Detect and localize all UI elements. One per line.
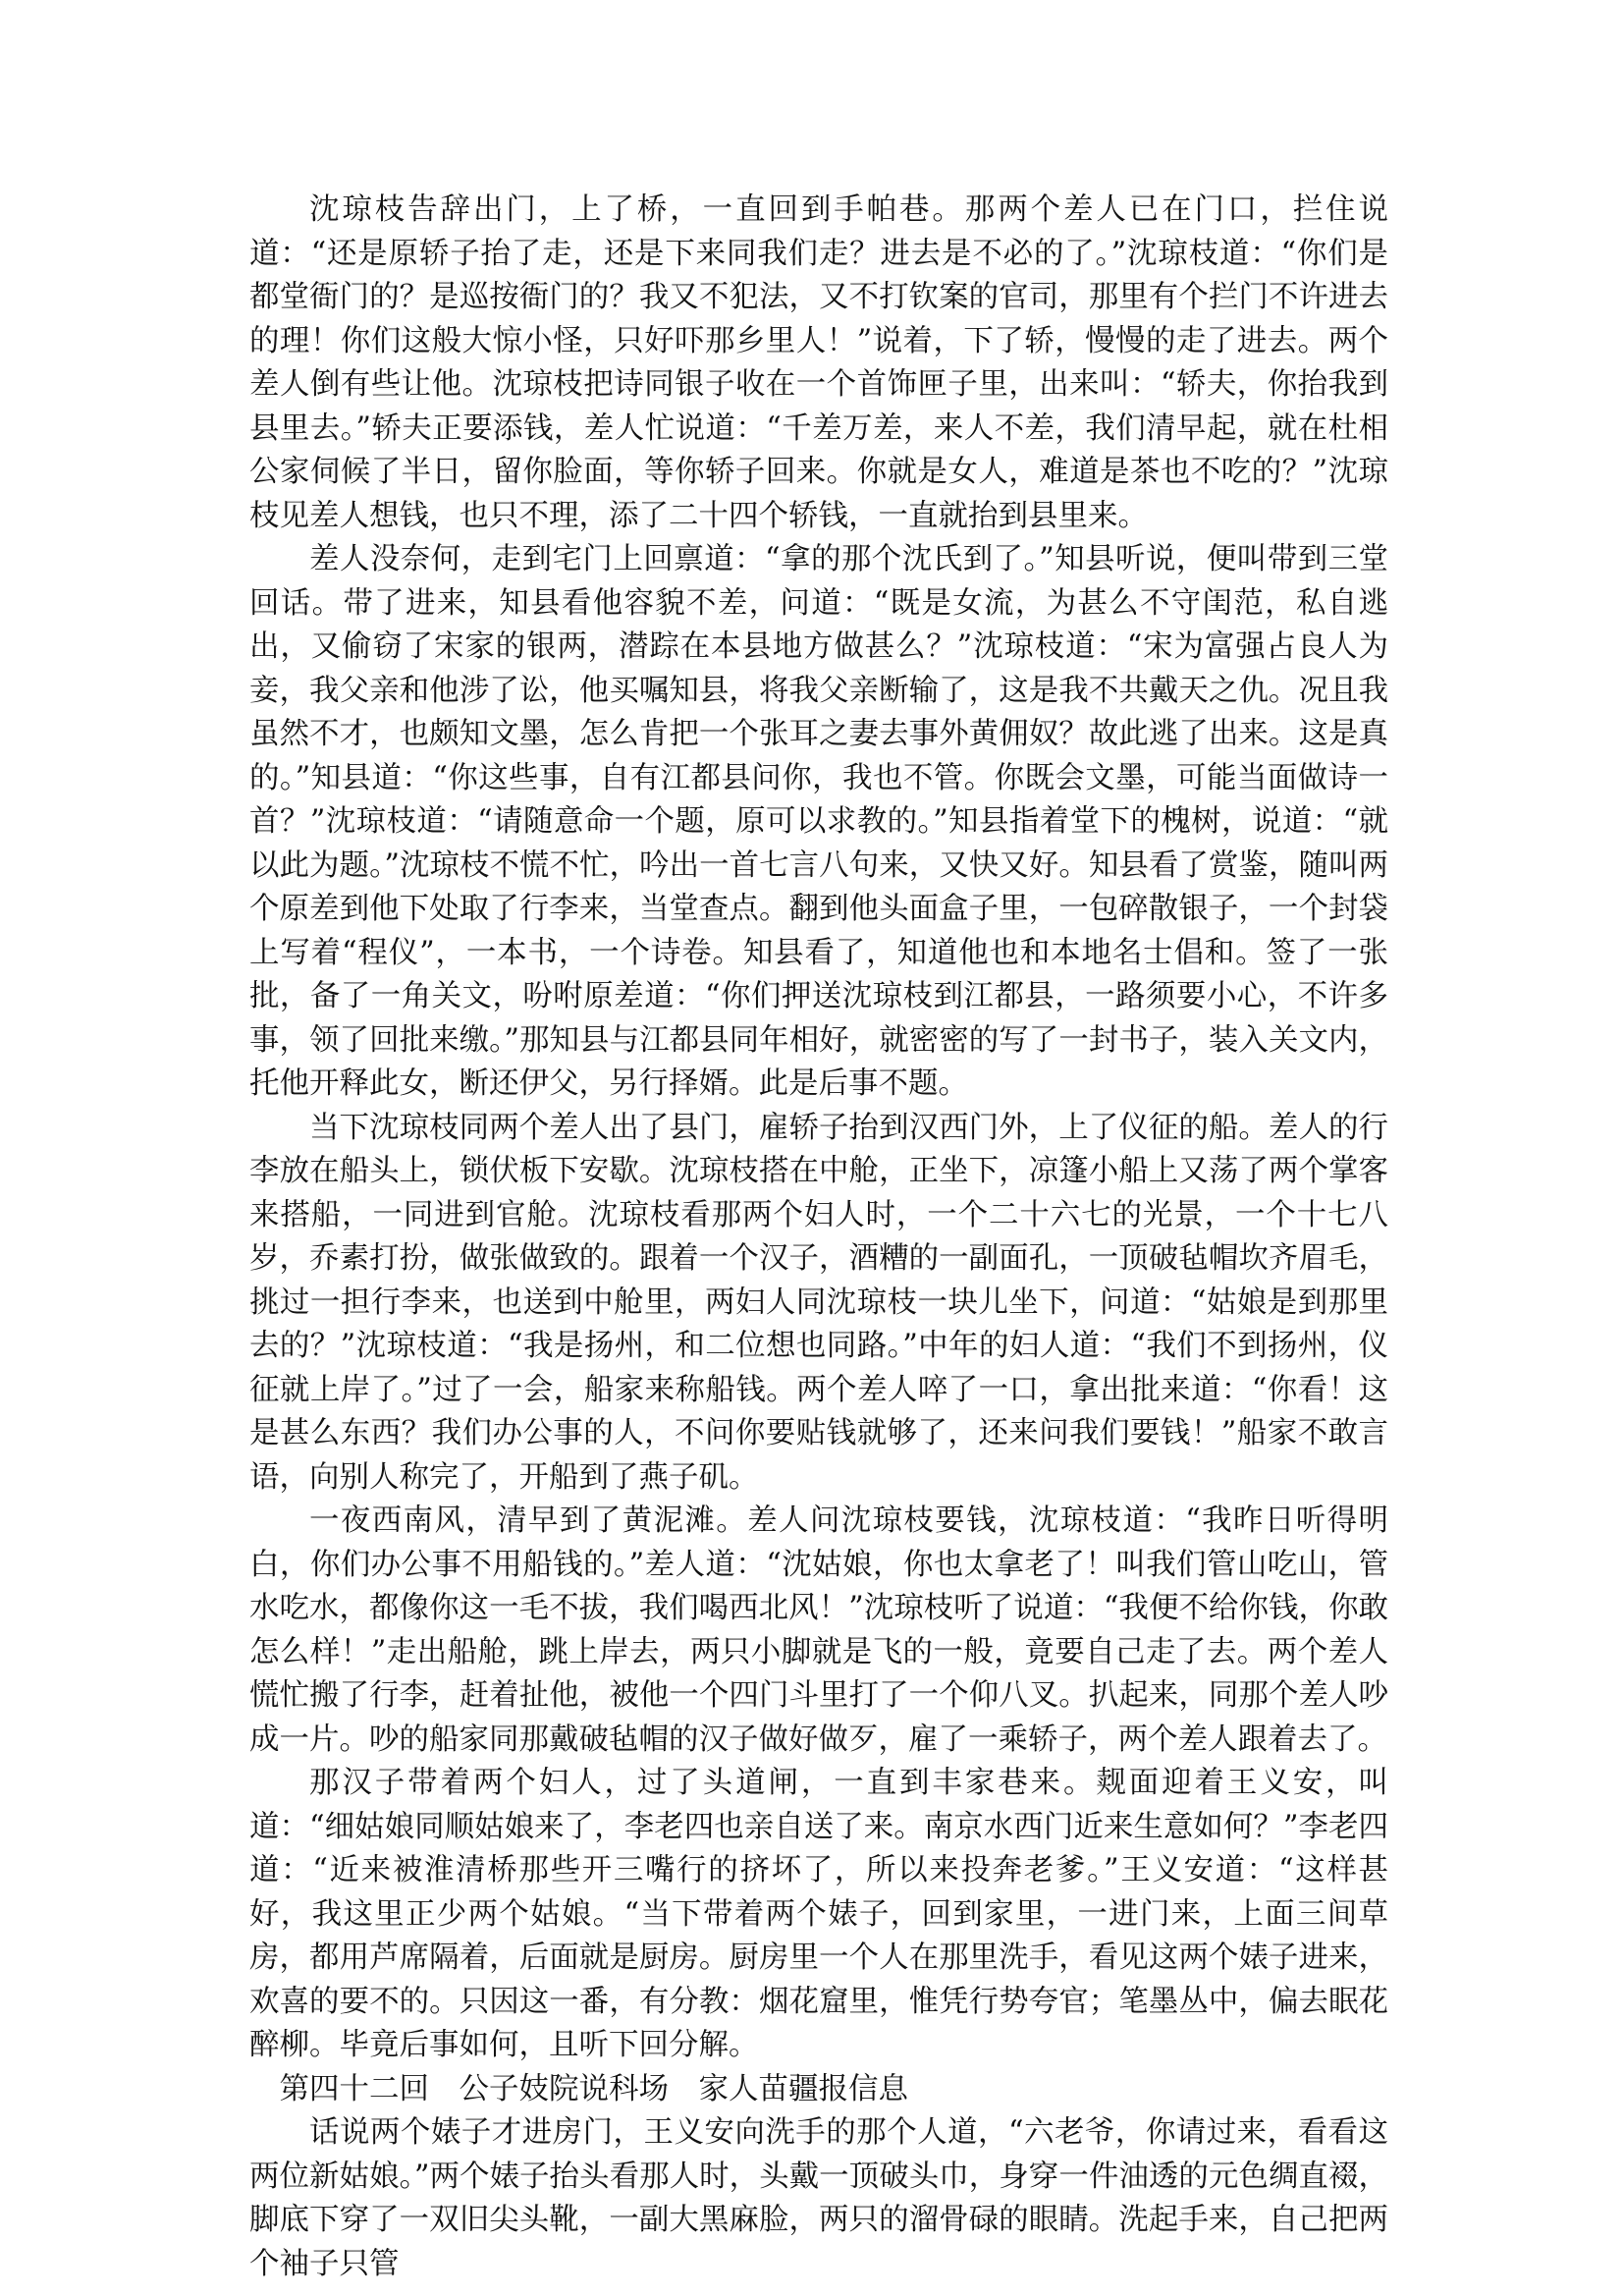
paragraph-5: 那汉子带着两个妇人，过了头道闸，一直到丰家巷来。觌面迎着王义安，叫道：“细姑娘同顺姑娘来了，李老四也亲自送了来。南京水西门近来生意如何？”李老四道：“近来被淮清桥那些开三嘴行的挤坏了，所以来投奔老爹。”王义安道：“这样甚好，我这里正少两个姑娘。“当下带着两个婊子，回到家里，一进门来，上面三间草房，都用芦席隔着，后面就是厨房。厨房里一个人在那里洗手，看见这两个婊子进来，欢喜的要不的。只因这一番，有分教：烟花窟里，惟凭行势夸官；笔墨丛中，偏去眠花醉柳。毕竟后事如何，且听下回分解。 [249, 1766, 1388, 2062]
chapter-title: 第四十二回 公子妓院说科场 家人苗疆报信息 [279, 2071, 908, 2106]
paragraph-3: 当下沈琼枝同两个差人出了县门，雇轿子抬到汉西门外，上了仪征的船。差人的行李放在船头上，锁伏板下安歇。沈琼枝搭在中舱，正坐下，凉篷小船上又荡了两个掌客来搭船，一同进到官舱。沈琼枝看那两个妇人时，一个二十六七的光景，一个十七八岁，乔素打扮，做张做致的。跟着一个汉子，酒糟的一副面孔，一顶破毡帽坎齐眉毛，挑过一担行李来，也送到中舱里，两妇人同沈琼枝一块儿坐下，问道：“姑娘是到那里去的？”沈琼枝道：“我是扬州，和二位想也同路。”中年的妇人道：“我们不到扬州，仪征就上岸了。”过了一会，船家来称船钱。两个差人啐了一口，拿出批来道：“你看！这是甚么东西？我们办公事的人，不问你要贴钱就够了，还来问我们要钱！”船家不敢言语，向别人称完了，开船到了燕子矶。 [249, 1110, 1388, 1495]
document-page [249, 189, 1388, 2286]
paragraph-4: 一夜西南风，清早到了黄泥滩。差人问沈琼枝要钱，沈琼枝道：“我昨日听得明白，你们办公事不用船钱的。”差人道：“沈姑娘，你也太拿老了！叫我们管山吃山，管水吃水，都像你这一毛不拔，我们喝西北风！”沈琼枝听了说道：“我便不给你钱，你敢怎么样！”走出船舱，跳上岸去，两只小脚就是飞的一般，竟要自己走了去。两个差人慌忙搬了行李，赶着扯他，被他一个四门斗里打了一个仰八叉。扒起来，同那个差人吵成一片。吵的船家同那戴破毡帽的汉子做好做歹，雇了一乘轿子，两个差人跟着去了。 [249, 1503, 1388, 1757]
paragraph-6: 话说两个婊子才进房门，王义安向洗手的那个人道，“六老爷，你请过来，看看这两位新姑娘。”两个婊子抬头看那人时，头戴一顶破头巾，身穿一件油透的元色绸直裰，脚底下穿了一双旧尖头靴，一副大黑麻脸，两只的溜骨碌的眼睛。洗起手来，自己把两个袖子只管 [249, 2115, 1388, 2281]
paragraph-2: 差人没奈何，走到宅门上回禀道：“拿的那个沈氏到了。”知县听说，便叫带到三堂回话。带了进来，知县看他容貌不差，问道：“既是女流，为甚么不守闺范，私自逃出，又偷窃了宋家的银两，潜踪在本县地方做甚么？”沈琼枝道：“宋为富强占良人为妾，我父亲和他涉了讼，他买嘱知县，将我父亲断输了，这是我不共戴天之仇。况且我虽然不才，也颇知文墨，怎么肯把一个张耳之妻去事外黄佣奴？故此逃了出来。这是真的。”知县道：“你这些事，自有江都县问你，我也不管。你既会文墨，可能当面做诗一首？”沈琼枝道：“请随意命一个题，原可以求教的。”知县指着堂下的槐树，说道：“就以此为题。”沈琼枝不慌不忙，吟出一首七言八句来，又快又好。知县看了赏鉴，随叫两个原差到他下处取了行李来，当堂查点。翻到他头面盒子里，一包碎散银子，一个封袋上写着“程仪”，一本书，一个诗卷。知县看了，知道他也和本地名士倡和。签了一张批，备了一角关文，吩咐原差道：“你们押送沈琼枝到江都县，一路须要小心，不许多事，领了回批来缴。”那知县与江都县同年相好，就密密的写了一封书子，装入关文内，托他开释此女，断还伊父，另行择婿。此是后事不题。 [249, 542, 1388, 1101]
paragraph-1: 沈琼枝告辞出门，上了桥，一直回到手帕巷。那两个差人已在门口，拦住说道：“还是原轿子抬了走，还是下来同我们走？进去是不必的了。”沈琼枝道：“你们是都堂衙门的？是巡按衙门的？我又不犯法，又不打钦案的官司，那里有个拦门不许进去的理！你们这般大惊小怪，只好吓那乡里人！”说着，下了轿，慢慢的走了进去。两个差人倒有些让他。沈琼枝把诗同银子收在一个首饰匣子里，出来叫：“轿夫，你抬我到县里去。”轿夫正要添钱，差人忙说道：“千差万差，来人不差，我们清早起，就在杜相公家伺候了半日，留你脸面，等你轿子回来。你就是女人，难道是茶也不吃的？”沈琼枝见差人想钱，也只不理，添了二十四个轿钱，一直就抬到县里来。 [249, 192, 1388, 533]
